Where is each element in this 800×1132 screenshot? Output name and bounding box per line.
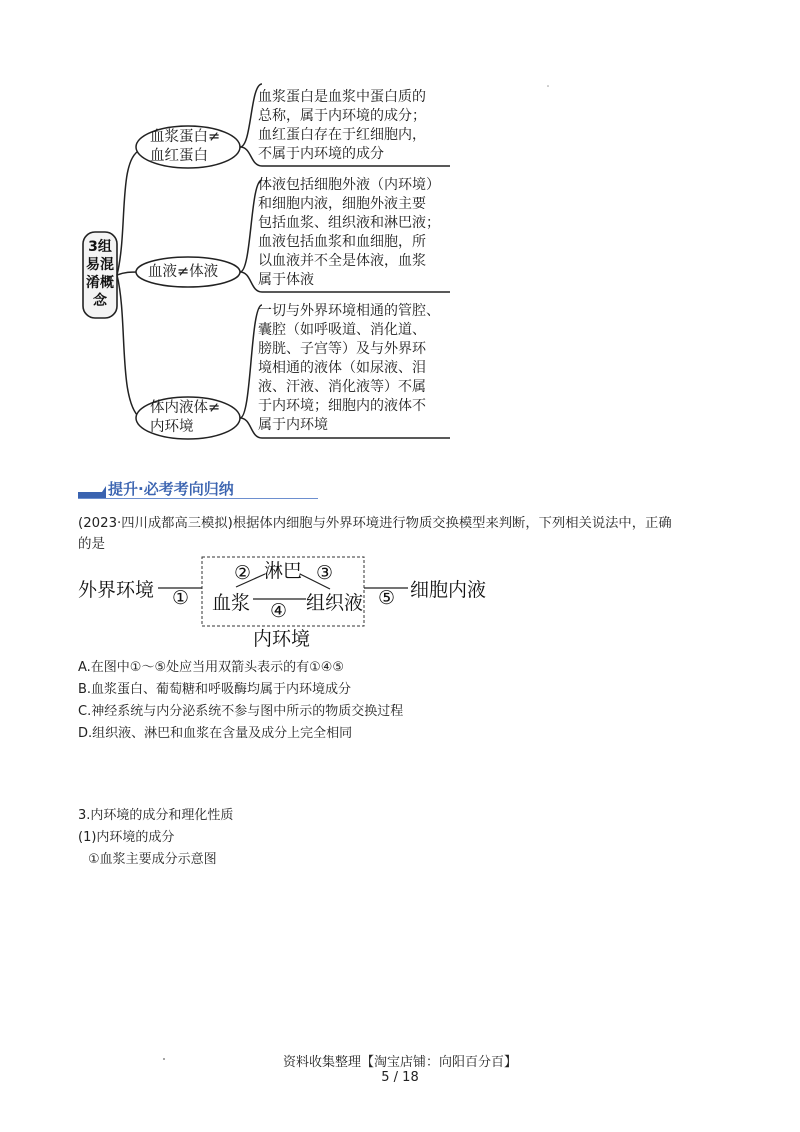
branch-1-label: 血浆蛋白≠ 血红蛋白 bbox=[150, 129, 221, 164]
branch-3-description: 一切与外界环境相通的管腔、 囊腔（如呼吸道、消化道、 膀胱、子宫等）及与外界环 境相通的液体（如尿液、泪 液、汗液、消化液等）不属 于内环境；细胞内的液体不 属于内环境 bbox=[258, 303, 440, 433]
footer-dot bbox=[163, 1058, 165, 1060]
marker-4: ④ bbox=[270, 600, 288, 622]
option-b: B.血浆蛋白、葡萄糖和呼吸酶均属于内环境成分 bbox=[78, 682, 352, 697]
page-number: 5 / 18 bbox=[381, 1070, 419, 1085]
section-title: 提升·必考考向归纳 bbox=[108, 480, 234, 498]
content-section bbox=[78, 805, 718, 871]
mind-map bbox=[0, 0, 800, 470]
answer-options bbox=[78, 657, 718, 745]
branch-1-description: 血浆蛋白是血浆中蛋白质的 总称，属于内环境的成分； 血红蛋白存在于红细胞内， 不属于内环境的成分 bbox=[258, 89, 426, 162]
section-header bbox=[78, 478, 318, 500]
marker-3: ③ bbox=[316, 562, 334, 584]
option-a: A.在图中①～⑤处应当用双箭头表示的有①④⑤ bbox=[78, 660, 345, 675]
option-d: D.组织液、淋巴和血浆在含量及成分上完全相同 bbox=[78, 726, 353, 741]
marker-5: ⑤ bbox=[378, 587, 396, 609]
subheading-1a: ①血浆主要成分示意图 bbox=[88, 852, 217, 867]
footer-source: 资料收集整理【淘宝店铺：向阳百分百】 bbox=[282, 1055, 517, 1070]
exchange-diagram bbox=[0, 550, 800, 655]
intracellular-fluid-label: 细胞内液 bbox=[410, 579, 487, 601]
lymph-label: 淋巴 bbox=[264, 560, 303, 582]
branch-2-description: 体液包括细胞外液（内环境） 和细胞内液，细胞外液主要 包括血浆、组织液和淋巴液； 血液包括血浆和血细胞，所 以血液并不全是体液，血浆 属于体液 bbox=[258, 177, 440, 288]
branch-2-label: 血液≠体液 bbox=[148, 264, 219, 280]
internal-environment-label: 内环境 bbox=[253, 628, 311, 650]
exchange-diagram-lines bbox=[0, 550, 800, 655]
external-environment-label: 外界环境 bbox=[78, 579, 155, 601]
question-stem: (2023·四川成都高三模拟)根据体内细胞与外界环境进行物质交换模型来判断，下列相关说法中，正确 的是 bbox=[78, 516, 672, 552]
mind-map-root: 3组易混淆概念 bbox=[86, 239, 114, 309]
option-c: C.神经系统与内分泌系统不参与图中所示的物质交换过程 bbox=[78, 704, 404, 719]
marker-2: ② bbox=[234, 562, 252, 584]
subheading-1: (1)内环境的成分 bbox=[78, 830, 175, 845]
plasma-label: 血浆 bbox=[212, 592, 251, 614]
heading-3: 3.内环境的成分和理化性质 bbox=[78, 808, 234, 823]
marker-1: ① bbox=[172, 587, 190, 609]
tissue-fluid-label: 组织液 bbox=[306, 592, 364, 614]
branch-3-label: 体内液体≠ 内环境 bbox=[150, 400, 221, 435]
